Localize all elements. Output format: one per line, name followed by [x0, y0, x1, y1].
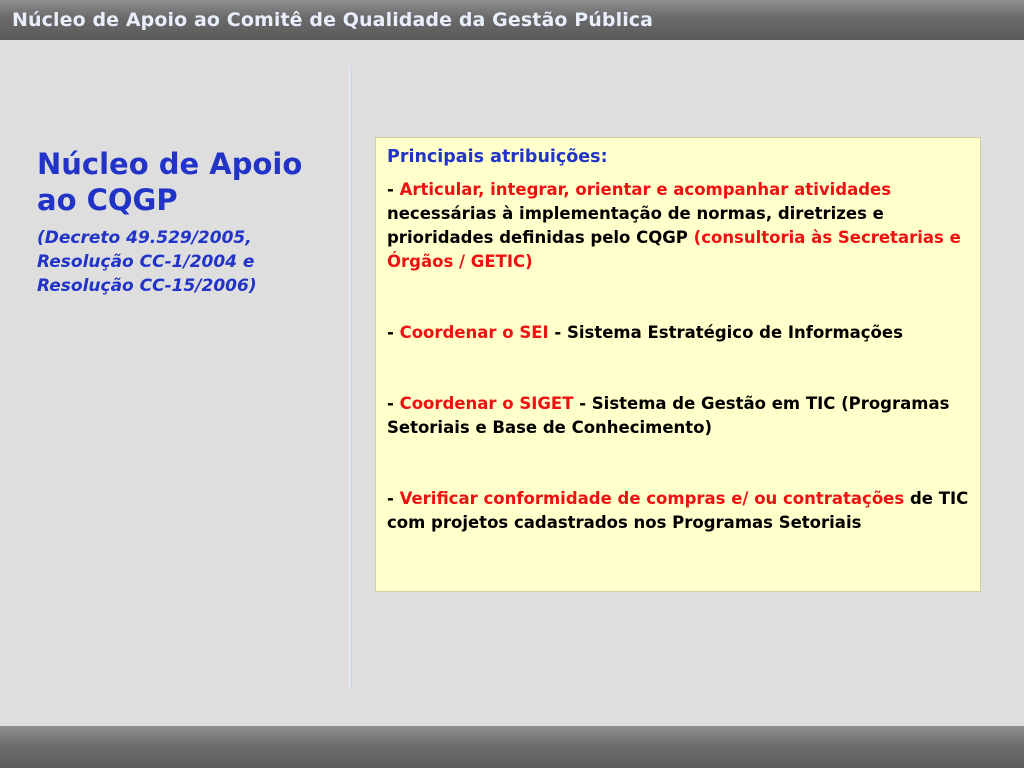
section-title: Núcleo de Apoio ao CQGP [37, 147, 303, 217]
attribution-item [387, 321, 980, 345]
attributions-box [375, 137, 981, 592]
vertical-divider [349, 66, 352, 688]
spacer [387, 274, 980, 321]
footer-bar [0, 726, 1024, 768]
item-note: (consultoria às Secretarias e Órgãos / GETIC) [387, 228, 961, 271]
item-text: necessárias à implementação de normas, diretrizes e prioridades definidas pelo CQGP [387, 204, 884, 247]
spacer [387, 440, 980, 487]
section-subtitle: (Decreto 49.529/2005, Resolução CC-1/2004 e Resolução CC-15/2006) [37, 228, 257, 296]
item-dash: - [387, 394, 400, 413]
spacer [387, 345, 980, 392]
attribution-item [387, 178, 980, 274]
item-dash: - [387, 323, 400, 342]
item-highlight: Coordenar o SEI [399, 323, 549, 342]
item-highlight: Verificar conformidade de compras e/ ou contratações [399, 489, 905, 508]
item-text: - Sistema de Gestão em TIC (Programas Setoriais e Base de Conhecimento) [387, 394, 950, 437]
item-highlight: Coordenar o SIGET [399, 394, 574, 413]
item-text: de TIC com projetos cadastrados nos Programas Setoriais [387, 489, 969, 532]
item-text: - Sistema Estratégico de Informações [548, 323, 903, 342]
attribution-item [387, 392, 980, 440]
header-bar [0, 0, 1024, 40]
attributions-heading: Principais atribuições: [387, 147, 608, 167]
attribution-item [387, 487, 980, 535]
item-highlight: Articular, integrar, orientar e acompanhar atividades [399, 180, 892, 199]
item-dash: - [387, 489, 400, 508]
item-dash: - [387, 180, 400, 199]
page-title: Núcleo de Apoio ao Comitê de Qualidade da Gestão Pública [12, 9, 654, 31]
